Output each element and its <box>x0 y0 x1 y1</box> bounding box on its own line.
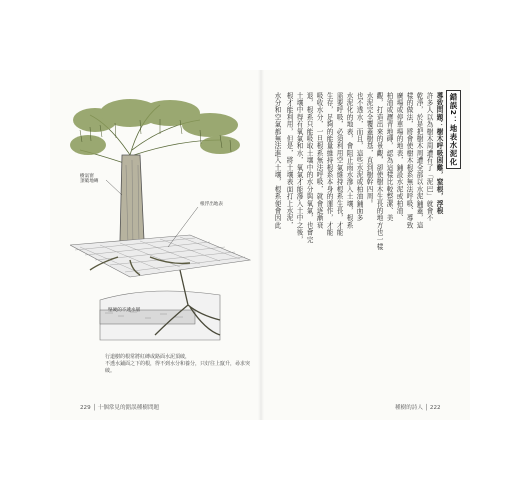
label-root-exposed: 根浮出地表 <box>200 202 223 207</box>
text-col-9: 也不透水，而且，這些水泥或柏油鋪面多 <box>355 92 363 222</box>
text-col-15: 土壤中得有氧氣和水，氧氣才能滲入土中之後， <box>295 92 303 244</box>
section-title: 錯誤2：地表水泥化 <box>446 90 461 169</box>
text-col-6: 柏油或瀝青地磚，認為這樣比較整潔、美 <box>385 92 393 222</box>
text-col-13: 吸收水分，一旦根系無法呼吸，就會逐漸衰 <box>315 92 323 229</box>
text-col-5: 廣場或停車場的地表，鋪設水泥或柏油、 <box>395 92 403 222</box>
tree-drawing <box>70 95 255 345</box>
text-col-10: 水泥化的地表，會阻止雨水滲入土壤，根系 <box>345 92 353 229</box>
text-col-12: 生存，足夠的能量維持根系本身的運作，才能 <box>325 92 333 236</box>
tree-illustration <box>70 95 255 345</box>
caption-line-1: 行道樹的根常將紅磚或路面水泥頂破， <box>105 354 191 360</box>
text-col-14: 退，根系只能吸取土壤中的水分與氧氣，也會完 <box>305 92 313 244</box>
text-col-11: 需要呼吸，必須利用空氣維持根系生長，才能 <box>335 92 343 236</box>
text-col-3: 乾淨，於是把樹木周遭全部以水泥鋪蓋，這 <box>415 92 423 229</box>
text-col-2: 許多人以為樹木周遭有了「泥巴」就會不 <box>425 92 433 222</box>
text-col-17: 水分和空氣都無法進入土壤，根系便會因此 <box>273 92 281 229</box>
text-col-4: 樣的做法，將會使樹木根系無法呼吸、導致 <box>405 92 413 229</box>
book-gutter <box>258 70 264 420</box>
text-col-1: 導致問題：樹木呼吸困難，窒根，浮根 <box>435 92 443 215</box>
left-footer: 229 │ 十個常見的錯誤種樹問題 <box>80 405 160 411</box>
text-col-8: 水泥完全覆蓋樹基，直到樹幹四周。 <box>365 92 373 208</box>
text-col-7: 觀，打造出來的景觀，卻使樹木生長的地方也一樣 <box>375 92 383 251</box>
right-footer: 種樹的詩人 │ 222 <box>395 405 441 411</box>
label-vent: 樹氣窗 頂破地磚 <box>80 174 99 184</box>
caption-line-2: 不透水鋪面之下的根，得不到水分和養分，只好往上竄升，尋求突破。 <box>105 361 251 374</box>
text-col-16: 根才能利用，但是，將土壤表面打上水泥， <box>285 92 293 229</box>
figure-caption <box>105 354 255 375</box>
label-impermeable: 堅硬的不透水層 <box>108 308 141 313</box>
